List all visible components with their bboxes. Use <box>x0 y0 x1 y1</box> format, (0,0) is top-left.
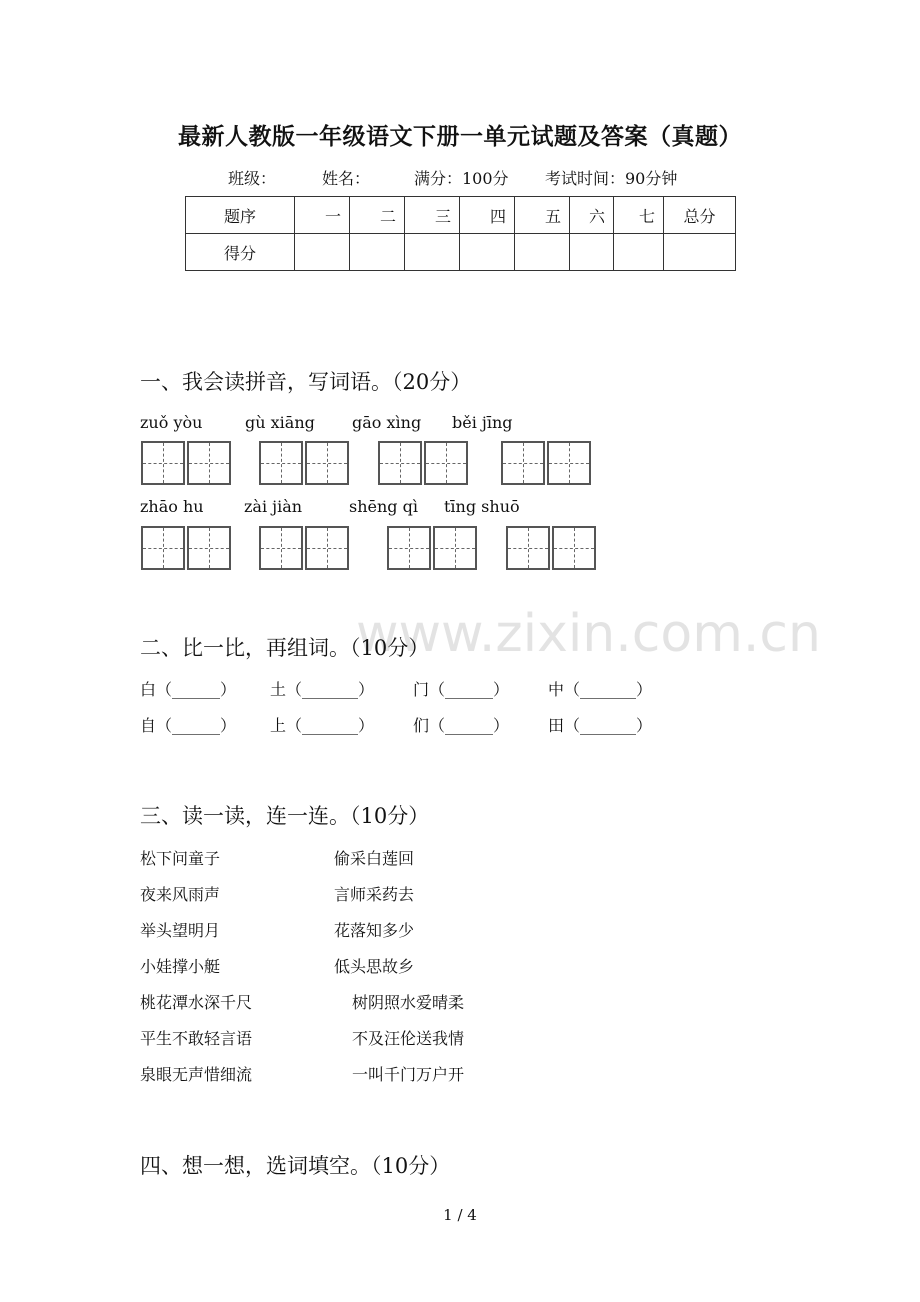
score-cell[interactable] <box>295 234 350 271</box>
writing-box-pair <box>387 526 475 570</box>
writing-grid-box[interactable] <box>305 441 349 485</box>
pinyin-label: zuǒ yòu <box>140 413 203 432</box>
writing-grid-box[interactable] <box>259 526 303 570</box>
writing-grid-box[interactable] <box>506 526 550 570</box>
pinyin-label: zài jiàn <box>244 497 303 516</box>
section2-heading: 二、比一比，再组词。（10分） <box>140 636 430 660</box>
poem-line-left[interactable]: 松下问童子 <box>140 849 221 868</box>
writing-box-pair <box>141 441 229 485</box>
writing-grid-box[interactable] <box>141 526 185 570</box>
writing-grid-box[interactable] <box>501 441 545 485</box>
writing-grid-box[interactable] <box>187 441 231 485</box>
watermark: www.zixin.com.cn <box>356 604 821 664</box>
pinyin-label: tīng shuō <box>444 497 520 516</box>
score-cell[interactable] <box>350 234 405 271</box>
score-table-score-row <box>186 234 736 271</box>
writing-grid-box[interactable] <box>305 526 349 570</box>
poem-line-left[interactable]: 桃花潭水深千尺 <box>140 993 253 1012</box>
fill-blank-item[interactable]: 田（_______） <box>548 716 653 735</box>
header-cell: 一 <box>295 197 350 234</box>
poem-line-right[interactable]: 偷采白莲回 <box>334 849 415 868</box>
writing-grid-box[interactable] <box>187 526 231 570</box>
score-cell[interactable] <box>664 234 736 271</box>
exam-time: 考试时间：90分钟 <box>545 169 678 188</box>
poem-line-right[interactable]: 花落知多少 <box>334 921 415 940</box>
pinyin-label: gù xiāng <box>245 413 315 432</box>
score-cell[interactable] <box>405 234 460 271</box>
writing-grid-box[interactable] <box>259 441 303 485</box>
fill-blank-item[interactable]: 自（______） <box>140 716 237 735</box>
pinyin-label: shēng qì <box>349 497 418 516</box>
fill-blank-item[interactable]: 上（_______） <box>270 716 375 735</box>
poem-line-right[interactable]: 一叫千门万户开 <box>352 1065 465 1084</box>
header-cell: 总分 <box>664 197 736 234</box>
section4-heading: 四、想一想，选词填空。（10分） <box>140 1154 451 1178</box>
poem-line-right[interactable]: 低头思故乡 <box>334 957 415 976</box>
score-table-header-row <box>186 197 736 234</box>
header-cell: 题序 <box>186 197 295 234</box>
writing-box-pair <box>378 441 466 485</box>
writing-grid-box[interactable] <box>378 441 422 485</box>
writing-box-pair <box>506 526 594 570</box>
page-number: 1 / 4 <box>443 1206 477 1224</box>
writing-box-pair <box>141 526 229 570</box>
row-label: 得分 <box>186 234 295 271</box>
writing-grid-box[interactable] <box>424 441 468 485</box>
fill-blank-item[interactable]: 中（_______） <box>548 680 653 699</box>
score-cell[interactable] <box>515 234 570 271</box>
score-table <box>185 196 736 271</box>
score-cell[interactable] <box>460 234 515 271</box>
writing-box-pair <box>501 441 589 485</box>
pinyin-label: gāo xìng <box>352 413 422 432</box>
poem-line-left[interactable]: 夜来风雨声 <box>140 885 221 904</box>
fill-blank-item[interactable]: 白（______） <box>140 680 237 699</box>
score-cell[interactable] <box>570 234 614 271</box>
writing-grid-box[interactable] <box>433 526 477 570</box>
header-cell: 四 <box>460 197 515 234</box>
poem-line-right[interactable]: 树阴照水爱晴柔 <box>352 993 465 1012</box>
score-cell[interactable] <box>614 234 664 271</box>
poem-line-left[interactable]: 小娃撑小艇 <box>140 957 221 976</box>
writing-grid-box[interactable] <box>387 526 431 570</box>
page-title: 最新人教版一年级语文下册一单元试题及答案（真题） <box>178 123 742 150</box>
fill-blank-item[interactable]: 土（_______） <box>270 680 375 699</box>
fill-blank-item[interactable]: 们（______） <box>413 716 510 735</box>
writing-box-pair <box>259 441 347 485</box>
writing-box-pair <box>259 526 347 570</box>
class-label: 班级： <box>228 169 277 188</box>
poem-line-right[interactable]: 不及汪伦送我情 <box>352 1029 465 1048</box>
poem-line-left[interactable]: 泉眼无声惜细流 <box>140 1065 253 1084</box>
header-cell: 七 <box>614 197 664 234</box>
header-cell: 二 <box>350 197 405 234</box>
section3-heading: 三、读一读，连一连。（10分） <box>140 804 430 828</box>
header-cell: 三 <box>405 197 460 234</box>
poem-line-left[interactable]: 举头望明月 <box>140 921 221 940</box>
pinyin-label: zhāo hu <box>140 497 204 516</box>
writing-grid-box[interactable] <box>141 441 185 485</box>
writing-grid-box[interactable] <box>552 526 596 570</box>
fill-blank-item[interactable]: 门（______） <box>413 680 510 699</box>
header-cell: 五 <box>515 197 570 234</box>
poem-line-right[interactable]: 言师采药去 <box>334 885 415 904</box>
full-score: 满分：100分 <box>414 169 509 188</box>
writing-grid-box[interactable] <box>547 441 591 485</box>
poem-line-left[interactable]: 平生不敢轻言语 <box>140 1029 253 1048</box>
section1-heading: 一、我会读拼音，写词语。（20分） <box>140 370 472 394</box>
pinyin-label: běi jīng <box>452 413 513 432</box>
name-label: 姓名： <box>322 169 371 188</box>
header-cell: 六 <box>570 197 614 234</box>
